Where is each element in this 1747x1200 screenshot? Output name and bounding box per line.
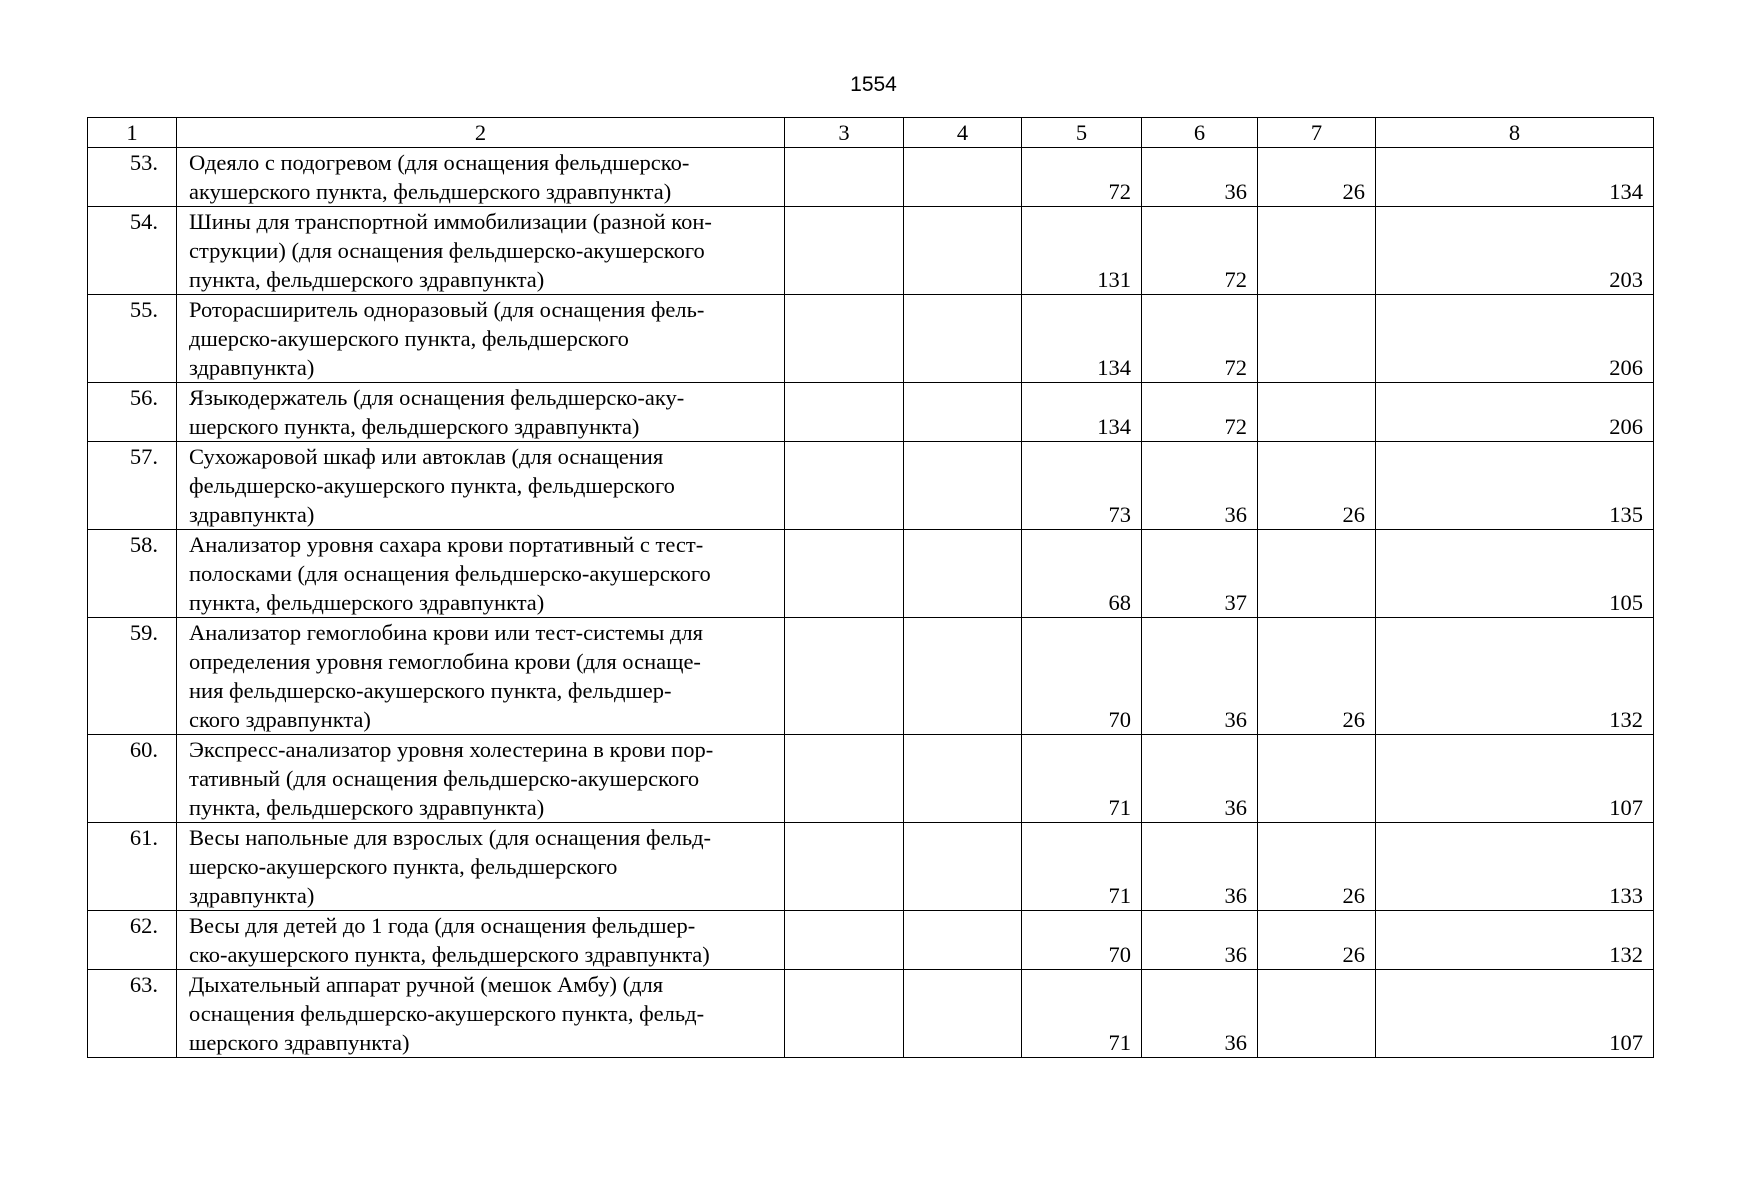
value-cell-7 (1258, 735, 1376, 823)
item-name-cell (177, 207, 785, 295)
table-row (88, 530, 1654, 618)
value-cell-8: 133 (1376, 823, 1654, 911)
row-number-cell: 58. (88, 530, 177, 618)
value-cell-7: 26 (1258, 618, 1376, 735)
item-name-cell (177, 383, 785, 442)
item-name-line: оснащения фельдшерско-акушерского пункта, фельд- (189, 1001, 705, 1026)
table-row (88, 148, 1654, 207)
header-cell-7: 7 (1258, 118, 1376, 148)
item-name-line: акушерского пункта, фельдшерского здравпункта) (189, 179, 672, 204)
value-cell-5: 73 (1022, 442, 1142, 530)
header-cell-8: 8 (1376, 118, 1654, 148)
value-cell-4 (904, 207, 1022, 295)
value-cell-8: 105 (1376, 530, 1654, 618)
value-cell-3 (785, 207, 904, 295)
value-cell-7 (1258, 295, 1376, 383)
value-cell-5: 72 (1022, 148, 1142, 207)
value-cell-5: 71 (1022, 823, 1142, 911)
value-cell-5: 131 (1022, 207, 1142, 295)
item-name-cell (177, 735, 785, 823)
item-name-line: здравпункта) (189, 355, 315, 380)
table-row (88, 442, 1654, 530)
value-cell-6: 72 (1142, 383, 1258, 442)
item-name-line: ского здравпункта) (189, 707, 371, 732)
item-name-line: Весы для детей до 1 года (для оснащения фельдшер- (189, 913, 696, 938)
row-number-cell: 54. (88, 207, 177, 295)
value-cell-3 (785, 911, 904, 970)
value-cell-8: 134 (1376, 148, 1654, 207)
value-cell-8: 203 (1376, 207, 1654, 295)
value-cell-5: 134 (1022, 383, 1142, 442)
value-cell-8: 132 (1376, 618, 1654, 735)
item-name-line: Роторасширитель одноразовый (для оснащения фель- (189, 297, 705, 322)
value-cell-5: 71 (1022, 735, 1142, 823)
item-name-line: шерского пункта, фельдшерского здравпункта) (189, 414, 640, 439)
row-number-cell: 62. (88, 911, 177, 970)
header-cell-6: 6 (1142, 118, 1258, 148)
value-cell-4 (904, 295, 1022, 383)
item-name-line: ния фельдшерско-акушерского пункта, фельдшер- (189, 678, 672, 703)
value-cell-6: 36 (1142, 148, 1258, 207)
value-cell-4 (904, 442, 1022, 530)
value-cell-3 (785, 442, 904, 530)
value-cell-7: 26 (1258, 148, 1376, 207)
value-cell-8: 107 (1376, 735, 1654, 823)
item-name-cell (177, 295, 785, 383)
item-name-line: тативный (для оснащения фельдшерско-акушерского (189, 766, 700, 791)
item-name-line: струкции) (для оснащения фельдшерско-акушерского (189, 238, 705, 263)
value-cell-4 (904, 148, 1022, 207)
value-cell-7: 26 (1258, 823, 1376, 911)
table-row (88, 618, 1654, 735)
value-cell-7: 26 (1258, 442, 1376, 530)
item-name-line: пункта, фельдшерского здравпункта) (189, 590, 545, 615)
value-cell-6: 72 (1142, 295, 1258, 383)
table-row (88, 383, 1654, 442)
item-name-line: Анализатор уровня сахара крови портативный с тест- (189, 532, 704, 557)
item-name-line: пункта, фельдшерского здравпункта) (189, 795, 545, 820)
value-cell-8: 132 (1376, 911, 1654, 970)
item-name-cell (177, 618, 785, 735)
value-cell-4 (904, 911, 1022, 970)
value-cell-3 (785, 823, 904, 911)
page-number: 1554 (850, 73, 897, 96)
item-name-line: ско-акушерского пункта, фельдшерского здравпункта) (189, 942, 710, 967)
item-name-line: Одеяло с подогревом (для оснащения фельдшерско- (189, 150, 690, 175)
value-cell-5: 68 (1022, 530, 1142, 618)
value-cell-4 (904, 383, 1022, 442)
row-number-cell: 57. (88, 442, 177, 530)
item-name-cell (177, 148, 785, 207)
value-cell-8: 107 (1376, 970, 1654, 1058)
table-row (88, 911, 1654, 970)
value-cell-5: 70 (1022, 911, 1142, 970)
header-cell-2: 2 (177, 118, 785, 148)
item-name-line: Языкодержатель (для оснащения фельдшерско-аку- (189, 385, 685, 410)
value-cell-5: 71 (1022, 970, 1142, 1058)
item-name-line: полосками (для оснащения фельдшерско-акушерского (189, 561, 711, 586)
value-cell-7 (1258, 207, 1376, 295)
value-cell-5: 70 (1022, 618, 1142, 735)
row-number-cell: 53. (88, 148, 177, 207)
item-name-line: здравпункта) (189, 502, 315, 527)
value-cell-6: 36 (1142, 735, 1258, 823)
value-cell-4 (904, 970, 1022, 1058)
value-cell-6: 72 (1142, 207, 1258, 295)
item-name-line: определения уровня гемоглобина крови (для оснаще- (189, 649, 701, 674)
header-cell-3: 3 (785, 118, 904, 148)
table-row (88, 295, 1654, 383)
value-cell-4 (904, 823, 1022, 911)
value-cell-6: 36 (1142, 823, 1258, 911)
value-cell-8: 206 (1376, 383, 1654, 442)
value-cell-6: 37 (1142, 530, 1258, 618)
value-cell-6: 36 (1142, 618, 1258, 735)
table-row (88, 207, 1654, 295)
item-name-cell (177, 823, 785, 911)
item-name-line: Сухожаровой шкаф или автоклав (для оснащения (189, 444, 664, 469)
table-row (88, 970, 1654, 1058)
item-name-cell (177, 530, 785, 618)
table-row (88, 735, 1654, 823)
header-cell-1: 1 (88, 118, 177, 148)
item-name-line: пункта, фельдшерского здравпункта) (189, 267, 545, 292)
row-number-cell: 60. (88, 735, 177, 823)
item-name-line: шерского здравпункта) (189, 1030, 410, 1055)
value-cell-6: 36 (1142, 970, 1258, 1058)
item-name-cell (177, 970, 785, 1058)
value-cell-3 (785, 383, 904, 442)
item-name-cell (177, 911, 785, 970)
item-name-cell (177, 442, 785, 530)
value-cell-7 (1258, 970, 1376, 1058)
item-name-line: Дыхательный аппарат ручной (мешок Амбу) (для (189, 972, 664, 997)
value-cell-4 (904, 530, 1022, 618)
item-name-line: здравпункта) (189, 883, 315, 908)
value-cell-6: 36 (1142, 442, 1258, 530)
table-header-row (88, 118, 1654, 148)
value-cell-3 (785, 735, 904, 823)
value-cell-7 (1258, 530, 1376, 618)
item-name-line: шерско-акушерского пункта, фельдшерского (189, 854, 618, 879)
value-cell-4 (904, 735, 1022, 823)
value-cell-3 (785, 148, 904, 207)
row-number-cell: 61. (88, 823, 177, 911)
table-row (88, 823, 1654, 911)
item-name-line: Анализатор гемоглобина крови или тест-системы для (189, 620, 703, 645)
item-name-line: Экспресс-анализатор уровня холестерина в крови пор- (189, 737, 714, 762)
row-number-cell: 56. (88, 383, 177, 442)
row-number-cell: 63. (88, 970, 177, 1058)
row-number-cell: 55. (88, 295, 177, 383)
value-cell-3 (785, 618, 904, 735)
value-cell-4 (904, 618, 1022, 735)
row-number-cell: 59. (88, 618, 177, 735)
header-cell-4: 4 (904, 118, 1022, 148)
value-cell-3 (785, 970, 904, 1058)
item-name-line: фельдшерско-акушерского пункта, фельдшерского (189, 473, 675, 498)
value-cell-7: 26 (1258, 911, 1376, 970)
item-name-line: Весы напольные для взрослых (для оснащения фельд- (189, 825, 712, 850)
value-cell-7 (1258, 383, 1376, 442)
value-cell-8: 206 (1376, 295, 1654, 383)
value-cell-3 (785, 295, 904, 383)
item-name-line: дшерско-акушерского пункта, фельдшерского (189, 326, 629, 351)
value-cell-3 (785, 530, 904, 618)
equipment-table (87, 117, 1654, 1058)
value-cell-6: 36 (1142, 911, 1258, 970)
header-cell-5: 5 (1022, 118, 1142, 148)
item-name-line: Шины для транспортной иммобилизации (разной кон- (189, 209, 712, 234)
value-cell-5: 134 (1022, 295, 1142, 383)
value-cell-8: 135 (1376, 442, 1654, 530)
